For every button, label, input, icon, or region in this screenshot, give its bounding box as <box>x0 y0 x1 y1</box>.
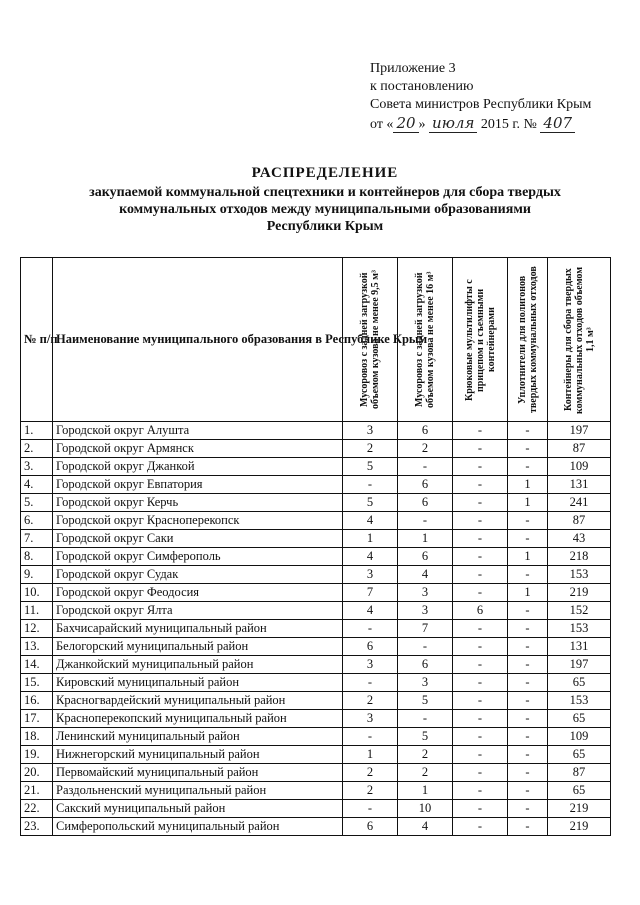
cell-garbage-truck-16: 4 <box>398 566 453 584</box>
title-main: РАСПРЕДЕЛЕНИЕ <box>251 165 399 181</box>
table-row <box>21 422 611 440</box>
row-number: 5. <box>21 494 53 512</box>
row-municipality: Раздольненский муниципальный район <box>53 782 343 800</box>
cell-containers: 153 <box>548 692 611 710</box>
row-number: 6. <box>21 512 53 530</box>
cell-garbage-truck-9-5: 3 <box>343 566 398 584</box>
row-municipality: Городской округ Ялта <box>53 602 343 620</box>
cell-hook-multilifts: - <box>453 728 508 746</box>
cell-compactors: - <box>508 620 548 638</box>
cell-containers: 65 <box>548 710 611 728</box>
header-hook-multilifts <box>453 258 508 422</box>
table-row <box>21 494 611 512</box>
cell-containers: 87 <box>548 764 611 782</box>
cell-hook-multilifts: - <box>453 674 508 692</box>
cell-containers: 109 <box>548 458 611 476</box>
date-month-handwritten: июля <box>429 114 477 133</box>
cell-hook-multilifts: - <box>453 818 508 836</box>
cell-garbage-truck-9-5: - <box>343 728 398 746</box>
row-number: 23. <box>21 818 53 836</box>
row-municipality: Городской округ Керчь <box>53 494 343 512</box>
cell-garbage-truck-9-5: 2 <box>343 692 398 710</box>
cell-garbage-truck-16: 6 <box>398 494 453 512</box>
cell-hook-multilifts: - <box>453 566 508 584</box>
cell-garbage-truck-9-5: 7 <box>343 584 398 602</box>
cell-containers: 218 <box>548 548 611 566</box>
table-row <box>21 764 611 782</box>
table-row <box>21 782 611 800</box>
row-municipality: Городской округ Евпатория <box>53 476 343 494</box>
cell-garbage-truck-9-5: 2 <box>343 764 398 782</box>
distribution-table <box>20 257 611 836</box>
cell-hook-multilifts: - <box>453 746 508 764</box>
cell-compactors: - <box>508 746 548 764</box>
appendix-line-3: Совета министров Республики Крым <box>370 97 592 112</box>
row-municipality: Красноперекопский муниципальный район <box>53 710 343 728</box>
appendix-line-2: к постановлению <box>370 79 474 94</box>
cell-garbage-truck-9-5: 4 <box>343 602 398 620</box>
cell-containers: 43 <box>548 530 611 548</box>
row-number: 20. <box>21 764 53 782</box>
row-number: 2. <box>21 440 53 458</box>
row-number: 3. <box>21 458 53 476</box>
row-municipality: Городской округ Красноперекопск <box>53 512 343 530</box>
table-row <box>21 620 611 638</box>
header-compactors-text: Уплотнители для полигонов твердых коммунальных отходов <box>516 266 539 413</box>
cell-containers: 241 <box>548 494 611 512</box>
row-number: 1. <box>21 422 53 440</box>
cell-garbage-truck-9-5: - <box>343 476 398 494</box>
header-garbage-truck-9-5-text: Мусоровоз с задней загрузкой объемом кузова не менее 9,5 м³ <box>359 270 381 409</box>
cell-garbage-truck-16: 6 <box>398 548 453 566</box>
cell-hook-multilifts: - <box>453 422 508 440</box>
table-row <box>21 548 611 566</box>
appendix-date-line <box>370 114 591 134</box>
cell-garbage-truck-16: 1 <box>398 530 453 548</box>
cell-hook-multilifts: 6 <box>453 602 508 620</box>
row-municipality: Городской округ Джанкой <box>53 458 343 476</box>
table-row <box>21 638 611 656</box>
row-number: 12. <box>21 620 53 638</box>
cell-compactors: 1 <box>508 494 548 512</box>
cell-garbage-truck-16: 3 <box>398 674 453 692</box>
cell-garbage-truck-9-5: 5 <box>343 494 398 512</box>
cell-containers: 219 <box>548 818 611 836</box>
header-garbage-truck-16-text: Мусоровоз с задней загрузкой объемом кузова не менее 16 м³ <box>414 271 436 408</box>
cell-garbage-truck-9-5: 4 <box>343 512 398 530</box>
cell-containers: 153 <box>548 620 611 638</box>
header-hook-multilifts-text: Крюковые мультилифты с прицепом и съемными контейнерами <box>463 278 497 401</box>
header-municipality: Наименование муниципального образования в Республике Крым <box>53 258 343 422</box>
cell-hook-multilifts: - <box>453 458 508 476</box>
date-mid: » <box>418 117 426 132</box>
cell-compactors: - <box>508 692 548 710</box>
cell-hook-multilifts: - <box>453 440 508 458</box>
table-body <box>21 422 611 836</box>
cell-containers: 131 <box>548 476 611 494</box>
cell-garbage-truck-9-5: 4 <box>343 548 398 566</box>
cell-garbage-truck-9-5: - <box>343 620 398 638</box>
row-number: 7. <box>21 530 53 548</box>
cell-garbage-truck-16: 2 <box>398 746 453 764</box>
cell-compactors: - <box>508 440 548 458</box>
cell-hook-multilifts: - <box>453 692 508 710</box>
appendix-line-1: Приложение 3 <box>370 61 456 76</box>
cell-containers: 65 <box>548 674 611 692</box>
cell-compactors: - <box>508 656 548 674</box>
row-number: 16. <box>21 692 53 710</box>
cell-compactors: 1 <box>508 476 548 494</box>
cell-hook-multilifts: - <box>453 800 508 818</box>
row-number: 13. <box>21 638 53 656</box>
title-line-1: закупаемой коммунальной спецтехники и контейнеров для сбора твердых <box>89 185 561 200</box>
row-municipality: Городской округ Саки <box>53 530 343 548</box>
row-municipality: Нижнегорский муниципальный район <box>53 746 343 764</box>
row-number: 15. <box>21 674 53 692</box>
cell-compactors: - <box>508 710 548 728</box>
cell-hook-multilifts: - <box>453 764 508 782</box>
cell-containers: 219 <box>548 800 611 818</box>
table-row <box>21 530 611 548</box>
cell-containers: 65 <box>548 746 611 764</box>
header-number: № п/п <box>21 258 53 422</box>
row-municipality: Городской округ Армянск <box>53 440 343 458</box>
table-row <box>21 458 611 476</box>
cell-compactors: - <box>508 800 548 818</box>
title-line-3: Республики Крым <box>266 219 384 234</box>
cell-hook-multilifts: - <box>453 584 508 602</box>
cell-containers: 131 <box>548 638 611 656</box>
row-number: 9. <box>21 566 53 584</box>
cell-hook-multilifts: - <box>453 494 508 512</box>
cell-hook-multilifts: - <box>453 548 508 566</box>
cell-compactors: - <box>508 638 548 656</box>
cell-compactors: - <box>508 782 548 800</box>
cell-hook-multilifts: - <box>453 656 508 674</box>
cell-hook-multilifts: - <box>453 638 508 656</box>
cell-containers: 219 <box>548 584 611 602</box>
cell-containers: 109 <box>548 728 611 746</box>
cell-garbage-truck-16: 2 <box>398 764 453 782</box>
cell-garbage-truck-16: 2 <box>398 440 453 458</box>
cell-compactors: - <box>508 422 548 440</box>
cell-compactors: - <box>508 530 548 548</box>
table-row <box>21 584 611 602</box>
cell-garbage-truck-9-5: 2 <box>343 440 398 458</box>
row-number: 14. <box>21 656 53 674</box>
cell-containers: 197 <box>548 656 611 674</box>
header-containers <box>548 258 611 422</box>
cell-compactors: - <box>508 674 548 692</box>
row-number: 19. <box>21 746 53 764</box>
cell-compactors: - <box>508 764 548 782</box>
row-number: 8. <box>21 548 53 566</box>
cell-garbage-truck-9-5: 1 <box>343 530 398 548</box>
cell-containers: 152 <box>548 602 611 620</box>
table-row <box>21 602 611 620</box>
cell-garbage-truck-16: 3 <box>398 602 453 620</box>
cell-compactors: - <box>508 818 548 836</box>
row-municipality: Городской округ Феодосия <box>53 584 343 602</box>
row-number: 17. <box>21 710 53 728</box>
cell-hook-multilifts: - <box>453 476 508 494</box>
date-day-handwritten: 20 <box>393 114 418 133</box>
cell-garbage-truck-16: - <box>398 638 453 656</box>
cell-garbage-truck-16: 4 <box>398 818 453 836</box>
table-row <box>21 476 611 494</box>
table-row <box>21 746 611 764</box>
cell-garbage-truck-9-5: 3 <box>343 422 398 440</box>
row-municipality: Белогорский муниципальный район <box>53 638 343 656</box>
cell-garbage-truck-16: - <box>398 512 453 530</box>
cell-compactors: 1 <box>508 548 548 566</box>
cell-garbage-truck-16: 5 <box>398 692 453 710</box>
cell-garbage-truck-9-5: 6 <box>343 818 398 836</box>
cell-garbage-truck-16: 6 <box>398 476 453 494</box>
date-prefix: от « <box>370 117 394 132</box>
table-row <box>21 512 611 530</box>
header-compactors <box>508 258 548 422</box>
table-row <box>21 818 611 836</box>
appendix-block <box>370 60 591 134</box>
header-containers-text: Контейнеры для сбора твердых коммунальных отходов объемом 1,1 м³ <box>562 265 596 414</box>
cell-garbage-truck-16: 5 <box>398 728 453 746</box>
doc-number-handwritten: 407 <box>540 114 575 133</box>
cell-garbage-truck-9-5: 2 <box>343 782 398 800</box>
row-municipality: Красногвардейский муниципальный район <box>53 692 343 710</box>
cell-garbage-truck-9-5: 3 <box>343 656 398 674</box>
row-number: 18. <box>21 728 53 746</box>
row-number: 11. <box>21 602 53 620</box>
row-municipality: Сакский муниципальный район <box>53 800 343 818</box>
row-number: 10. <box>21 584 53 602</box>
cell-containers: 87 <box>548 440 611 458</box>
row-municipality: Городской округ Судак <box>53 566 343 584</box>
row-number: 22. <box>21 800 53 818</box>
cell-hook-multilifts: - <box>453 710 508 728</box>
cell-garbage-truck-9-5: - <box>343 674 398 692</box>
cell-garbage-truck-16: 10 <box>398 800 453 818</box>
cell-garbage-truck-9-5: 5 <box>343 458 398 476</box>
cell-compactors: - <box>508 566 548 584</box>
table-row <box>21 440 611 458</box>
cell-compactors: - <box>508 728 548 746</box>
cell-hook-multilifts: - <box>453 512 508 530</box>
table-row <box>21 800 611 818</box>
cell-garbage-truck-9-5: 3 <box>343 710 398 728</box>
cell-containers: 153 <box>548 566 611 584</box>
row-municipality: Ленинский муниципальный район <box>53 728 343 746</box>
row-municipality: Кировский муниципальный район <box>53 674 343 692</box>
table-row <box>21 566 611 584</box>
row-municipality: Городской округ Симферополь <box>53 548 343 566</box>
row-municipality: Джанкойский муниципальный район <box>53 656 343 674</box>
row-number: 4. <box>21 476 53 494</box>
table-row <box>21 710 611 728</box>
row-municipality: Бахчисарайский муниципальный район <box>53 620 343 638</box>
table-row <box>21 674 611 692</box>
cell-garbage-truck-16: 7 <box>398 620 453 638</box>
cell-compactors: - <box>508 512 548 530</box>
table-row <box>21 692 611 710</box>
cell-garbage-truck-16: - <box>398 710 453 728</box>
table-row <box>21 656 611 674</box>
cell-containers: 87 <box>548 512 611 530</box>
cell-garbage-truck-16: 6 <box>398 656 453 674</box>
cell-containers: 197 <box>548 422 611 440</box>
date-year: 2015 г. № <box>480 117 537 132</box>
table-row <box>21 728 611 746</box>
cell-hook-multilifts: - <box>453 530 508 548</box>
document-title <box>40 165 610 235</box>
cell-compactors: - <box>508 458 548 476</box>
row-municipality: Городской округ Алушта <box>53 422 343 440</box>
cell-garbage-truck-16: - <box>398 458 453 476</box>
cell-compactors: - <box>508 602 548 620</box>
cell-garbage-truck-9-5: 1 <box>343 746 398 764</box>
cell-garbage-truck-16: 6 <box>398 422 453 440</box>
cell-compactors: 1 <box>508 584 548 602</box>
cell-garbage-truck-16: 3 <box>398 584 453 602</box>
cell-hook-multilifts: - <box>453 782 508 800</box>
row-municipality: Симферопольский муниципальный район <box>53 818 343 836</box>
row-municipality: Первомайский муниципальный район <box>53 764 343 782</box>
cell-garbage-truck-9-5: 6 <box>343 638 398 656</box>
row-number: 21. <box>21 782 53 800</box>
table-header-row <box>21 258 611 422</box>
title-line-2: коммунальных отходов между муниципальными образованиями <box>119 202 531 217</box>
cell-containers: 65 <box>548 782 611 800</box>
cell-garbage-truck-9-5: - <box>343 800 398 818</box>
cell-hook-multilifts: - <box>453 620 508 638</box>
cell-garbage-truck-16: 1 <box>398 782 453 800</box>
